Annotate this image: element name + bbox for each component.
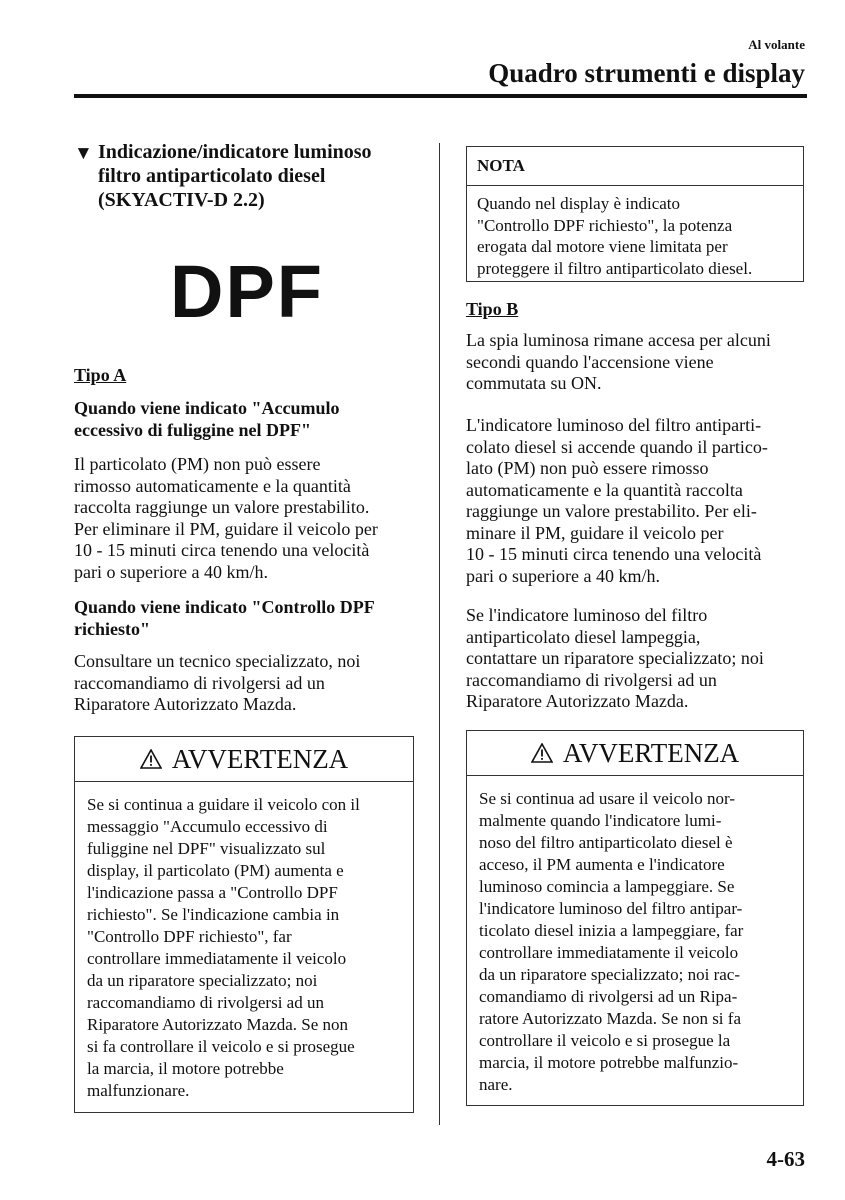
column-divider	[439, 143, 440, 1125]
note-text: Quando nel display è indicato "Controllo DPF richiesto", la potenza erogata dal motore viene limitata per proteggere il filtro antiparticolato diesel.	[477, 194, 753, 278]
paragraph-spia: La spia luminosa rimane accesa per alcuni secondi quando l'accensione viene commutata su ON.	[466, 330, 771, 393]
heading-line: (SKYACTIV-D 2.2)	[98, 189, 265, 211]
note-separator	[467, 185, 803, 186]
type-a-heading: Tipo A	[74, 365, 127, 385]
heading-line: filtro antiparticolato diesel	[98, 165, 326, 187]
paragraph-consultare: Consultare un tecnico specializzato, noi raccomandiamo di rivolgersi ad un Riparatore Autorizzato Mazda.	[74, 651, 361, 714]
warning-header	[75, 737, 413, 782]
subheading-controllo: Quando viene indicato "Controllo DPF richiesto"	[74, 597, 375, 639]
warning-text: Se si continua a guidare il veicolo con il messaggio "Accumulo eccessivo di fuliggine nel DPF" visualizzato sul display, il particolato (PM) aumenta e l'indicazione passa a "Controllo DPF richiesto". Se l'indicazione cambia in "Controllo DPF richiesto", far controllare immediatamente il veicolo da un riparatore specializzato; noi raccomandiamo di rivolgersi ad un Riparatore Autorizzato Mazda. Se non si fa controllare il veicolo e si prosegue la marcia, il motore potrebbe malfunzionare.	[87, 795, 360, 1100]
warning-box-right	[466, 730, 804, 1106]
warning-title: AVVERTENZA	[171, 744, 349, 774]
section-label: Al volante	[748, 37, 805, 52]
note-box	[466, 146, 804, 282]
type-b-heading: Tipo B	[466, 299, 519, 319]
warning-triangle-icon	[531, 743, 553, 763]
warning-text: Se si continua ad usare il veicolo nor- malmente quando l'indicatore lumi- noso del filtro antiparticolato diesel è acceso, il PM aumenta e l'indicatore luminoso comincia a lampeggiare. Se l'indicatore luminoso del filtro antipar- ticolato diesel inizia a lampeggiare, far controllare immediatamente il veicolo da un riparatore specializzato; noi rac- comandiamo di rivolgersi ad un Ripa- ratore Autorizzato Mazda. Se non si fa controllare il veicolo e si prosegue la marcia, il motore potrebbe malfunzio- nare.	[479, 789, 744, 1094]
heading-line: Indicazione/indicatore luminoso	[98, 141, 372, 163]
subheading-accumulo: Quando viene indicato "Accumulo eccessivo di fuliggine nel DPF"	[74, 398, 340, 440]
warning-triangle-icon	[140, 749, 162, 769]
paragraph-lampeggia: Se l'indicatore luminoso del filtro antiparticolato diesel lampeggia, contattare un riparatore specializzato; noi raccomandiamo di rivolgersi ad un Riparatore Autorizzato Mazda.	[466, 605, 764, 711]
section-heading	[74, 140, 424, 212]
dpf-indicator-symbol: DPF	[170, 250, 324, 333]
paragraph-type-b: L'indicatore luminoso del filtro antiparti- colato diesel si accende quando il partico- lato (PM) non può essere rimosso automaticamente e la quantità raccolta raggiunge un valore prestabilito. Per eli- minare il PM, guidare il veicolo per 10 - 15 minuti circa tenendo una velocità pari o superiore a 40 km/h.	[466, 415, 768, 586]
warning-box-left	[74, 736, 414, 1113]
paragraph-type-a: Il particolato (PM) non può essere rimosso automaticamente e la quantità raccolta raggiunge un valore prestabilito. Per eliminare il PM, guidare il veicolo per 10 - 15 minuti circa tenendo una velocità pari o superiore a 40 km/h.	[74, 454, 378, 582]
note-title: NOTA	[477, 156, 525, 175]
warning-header	[467, 731, 803, 776]
warning-title: AVVERTENZA	[562, 738, 740, 768]
header-rule	[74, 94, 807, 98]
triangle-marker-icon: ▼	[74, 143, 93, 164]
page-number: 4-63	[766, 1147, 805, 1171]
page-title: Quadro strumenti e display	[488, 58, 805, 88]
